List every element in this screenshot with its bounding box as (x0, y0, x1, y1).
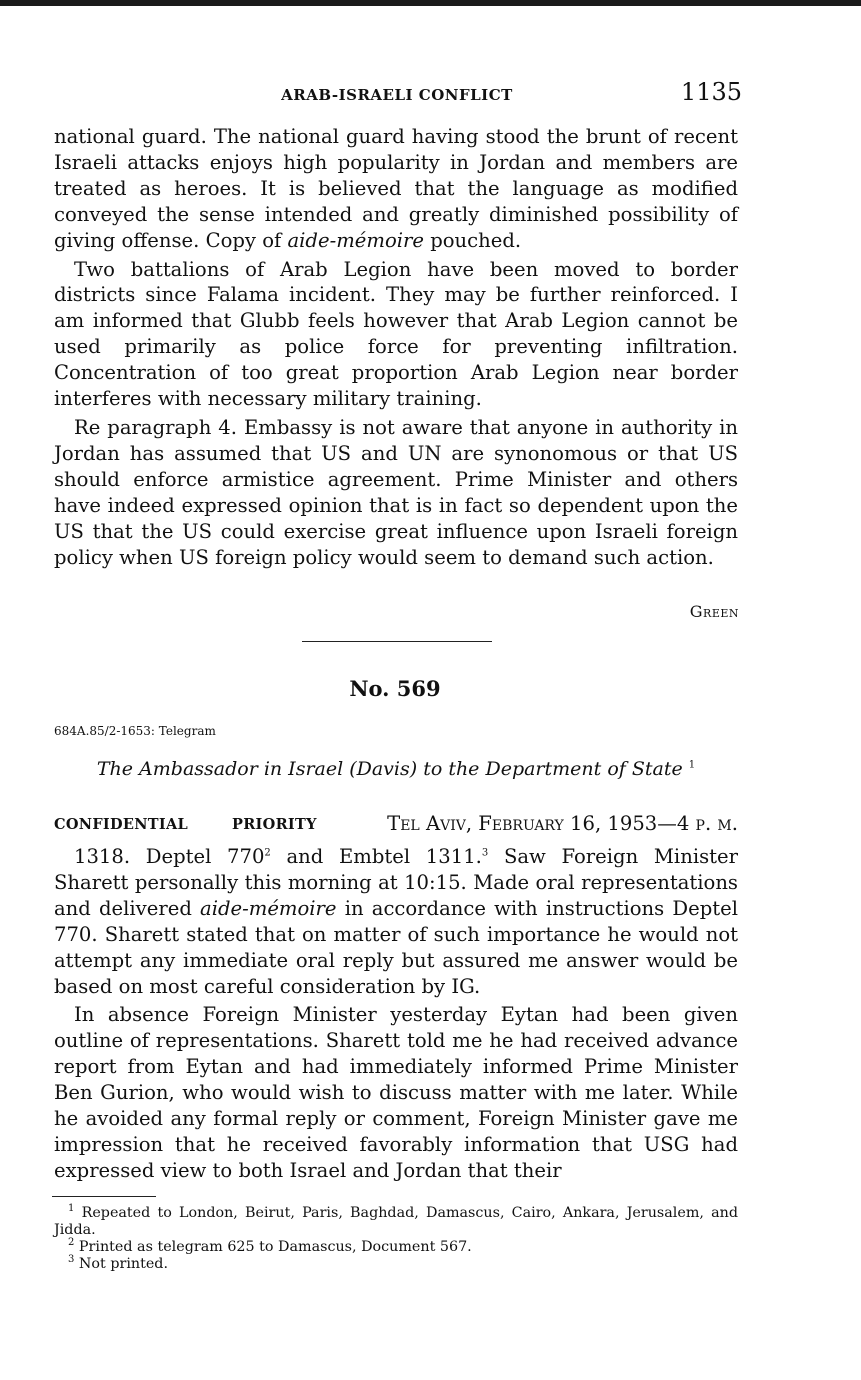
paragraph: national guard. The national guard having stood the brunt of recent Israeli attacks enjoys high popularity in Jordan and members are treated as heroes. It is believed that the language as modified conveyed the sense intended and greatly diminished possibility of giving offense. Copy of aide-mémoire pouched. (54, 125, 738, 252)
place-date (387, 812, 738, 835)
signature: Green (689, 602, 739, 621)
footnote (54, 1239, 738, 1256)
page-number: 1135 (680, 78, 742, 106)
text-run: 1318. Deptel 770 (74, 845, 265, 868)
footnote-mark: 2 (264, 847, 271, 859)
footnote-divider (52, 1196, 156, 1197)
footnote-text: Not printed. (78, 1256, 168, 1272)
place-date-text: Tel Aviv, February 16, 1953—4 p. m. (387, 812, 738, 835)
file-reference: 684A.85/2-1653: Telegram (54, 724, 216, 738)
paragraph: In absence Foreign Minister yesterday Eytan had been given outline of representations. Sharett told me he had received advance report from Eytan and had immediately informed Prime Minister Ben Gurion, who would wish to discuss matter with me later. While he avoided any formal reply or comment, Foreign Minister gave me impression that he received favorably information that USG had expressed view to both Israel and Jordan that their (54, 1003, 738, 1182)
footnote-mark: 1 (688, 759, 696, 771)
dateline (54, 812, 738, 838)
italic-term: aide-mémoire (200, 896, 337, 920)
text-run: and Embtel 1311. (270, 845, 482, 868)
scan-top-edge (0, 0, 861, 6)
footnote (54, 1256, 738, 1273)
paragraph (54, 844, 738, 999)
footnotes (54, 1205, 738, 1273)
section-divider (302, 641, 492, 642)
footnote (54, 1205, 738, 1239)
italic-term: aide-mémoire (287, 228, 424, 252)
paragraph: Two battalions of Arab Legion have been moved to border districts since Falama incident. They may be further reinforced. I am informed that Glubb feels however that Arab Legion cannot be used primarily as police force for preventing infiltration. Concentration of too great proportion Arab Legion near border interferes with necessary military training. (54, 257, 738, 411)
document-body (54, 844, 738, 1184)
priority: PRIORITY (232, 816, 317, 833)
running-header (52, 78, 742, 110)
paragraph: Re paragraph 4. Embassy is not aware that anyone in authority in Jordan has assumed that US and UN are synonomous or that US should enforce armistice agreement. Prime Minister and others have indeed expressed opinion that is in fact so dependent upon the US that the US could exercise great influence upon Israeli foreign policy when US foreign policy would seem to demand such action. (54, 415, 738, 569)
document-title-text: The Ambassador in Israel (Davis) to the Department of State (96, 758, 683, 780)
footnote-text: Printed as telegram 625 to Damascus, Document 567. (78, 1239, 472, 1255)
footnote-text: Repeated to London, Beirut, Paris, Baghdad, Damascus, Cairo, Ankara, Jerusalem, and Jidda. (54, 1205, 738, 1238)
footnote-mark: 1 (68, 1203, 75, 1215)
document-title (54, 758, 738, 780)
footnote-mark: 3 (68, 1254, 75, 1266)
text-run: Saw Foreign Minister Sharett personally this morning at 10:15. Made oral representations and delivered (54, 845, 738, 920)
running-title: ARAB-ISRAELI CONFLICT (281, 86, 513, 104)
text-run: in accordance with instructions Deptel 770. Sharett stated that on matter of such importance he would not attempt any immediate oral reply but assured me answer would be based on most careful consideration by IG. (54, 896, 738, 998)
footnote-mark: 2 (68, 1237, 75, 1249)
classification: CONFIDENTIAL (54, 816, 189, 833)
previous-document-body (54, 124, 738, 570)
footnote-mark: 3 (481, 847, 489, 859)
document-number: No. 569 (349, 676, 441, 701)
